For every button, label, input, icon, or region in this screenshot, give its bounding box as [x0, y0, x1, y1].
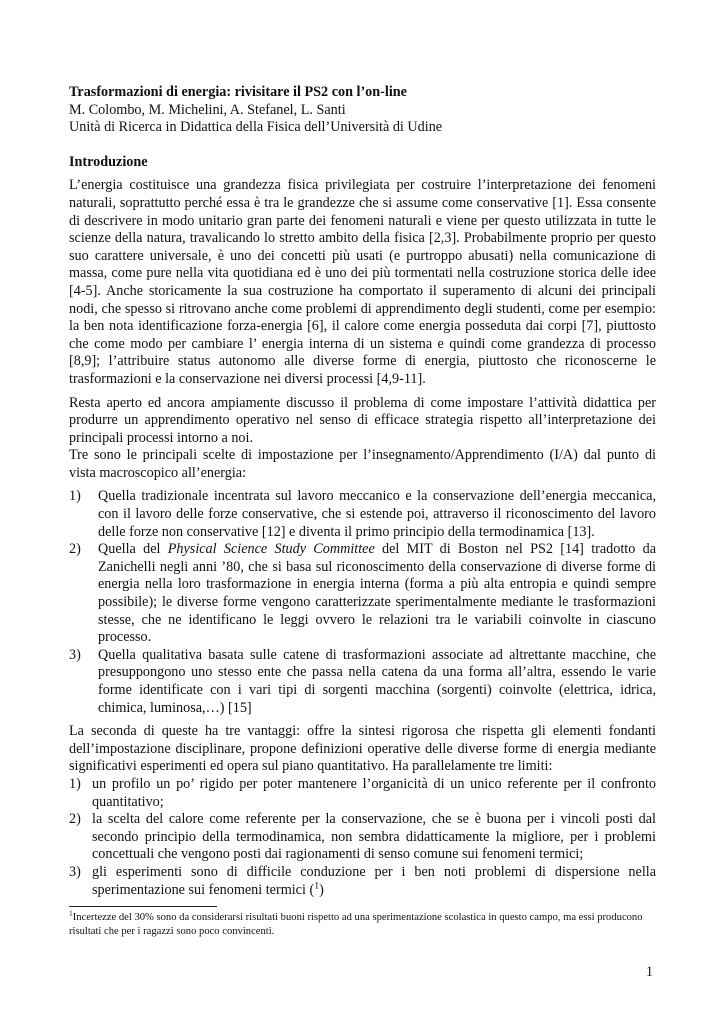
list-text: Quella qualitativa basata sulle catene di trasformazioni associate ad altrettante macchine, che presuppongono uno stesso ente che passa nella catena da una forma all’altra, essendo le varie forme identificate con i vari tipi di sorgenti macchina (sorgenti) coinvolte (elettrica, idrica, chimica, luminosa,…) [15]	[98, 646, 656, 716]
paper-title: Trasformazioni di energia: rivisitare il PS2 con l’on-line	[69, 84, 407, 100]
list-item	[69, 776, 656, 811]
list-number: 3)	[69, 646, 81, 663]
list-number: 2)	[69, 811, 81, 828]
document-page	[69, 84, 656, 939]
list-number: 3)	[69, 863, 81, 880]
list-number: 2)	[69, 541, 81, 558]
authors: M. Colombo, M. Michelini, A. Stefanel, L. Santi	[69, 101, 346, 118]
page-number: 1	[645, 964, 653, 980]
limits-list	[69, 776, 656, 899]
list-text-post: )	[319, 881, 324, 898]
affiliation: Unità di Ricerca in Didattica della Fisica dell’Università di Udine	[69, 119, 443, 136]
paragraph-3: Tre sono le principali scelte di impostazione per l’insegnamento/Apprendimento (I/A) dal punto di vista macroscopico all’energia:	[69, 447, 656, 481]
footnote-text: Incertezze del 30% sono da considerarsi risultati buoni rispetto ad una sperimentazione scolastica in questo campo, ma essi producono risultati che per i ragazzi sono poco convincenti.	[69, 912, 643, 938]
footnote-divider	[69, 906, 217, 907]
list-text-pre: Quella del	[98, 541, 168, 558]
list-item	[69, 811, 656, 864]
list-text: la scelta del calore come referente per la conservazione, che se è buona per i vincoli posti dal secondo principio della termodinamica, non sembra didatticamente la migliore, per i problemi concettuali che vengono posti dai ragionamenti di senso comune sui fenomeni termici;	[92, 811, 656, 863]
footnote	[69, 908, 656, 939]
list-item	[69, 541, 656, 647]
list-text-post: del MIT di Boston nel PS2 [14] tradotto da Zanichelli negli anni ’80, che si basa sul riconoscimento della conservazione di diverse forme di energia nella loro trasformazione in energia interna (forma a più alta entropia e quindi sempre possibile); le diverse forme vengono caratterizzate sperimentalmente mediante le trasformazioni stesse, che ne identificano le leggi ovvero le relazioni tra le variabili coinvolte in ciascuno processo.	[98, 541, 656, 646]
section-heading: Introduzione	[69, 153, 148, 170]
list-text: gli esperimenti sono di difficile conduzione per i ben noti problemi di dispersione nella sperimentazione sui fenomeni termici (	[92, 863, 656, 898]
approach-list	[69, 488, 656, 717]
list-text: Quella tradizionale incentrata sul lavoro meccanico e la conservazione dell’energia meccanica, con il lavoro delle forze conservative, che si estende poi, attraverso il riconoscimento del lavoro delle forze non conservative [12] e diventa il primo principio della termodinamica [13].	[98, 488, 656, 540]
paragraph-4: La seconda di queste ha tre vantaggi: offre la sintesi rigorosa che rispetta gli elementi fondanti dell’impostazione disciplinare, propone definizioni operative delle diverse forme di energia mediante significativi esperimenti ed opera sul piano quantitativo. Ha parallelamente tre limiti:	[69, 723, 656, 775]
paragraph-1: L’energia costituisce una grandezza fisica privilegiata per costruire l’interpretazione dei fenomeni naturali, soprattutto perché essa è tra le grandezze che si assume come conservative [1]. Essa consente di descrivere in modo unitario gran parte dei fenomeni naturali e viene per questo utilizzata in tutte le scienze della natura, travalicando lo stretto ambito della fisica [2,3]. Probabilmente proprio per questo suo carattere universale, è uno dei concetti più usati (e purtroppo abusati) nella comunicazione di massa, come pure nella vita quotidiana ed è uno dei più tormentati nella costruzione storica delle idee [4-5]. Anche storicamente la sua costruzione ha comportato il superamento di alcuni dei principali nodi, che spesso si ritrovano anche come problemi di apprendimento degli studenti, come per esempio: la ben nota identificazione forza-energia [6], il calore come energia posseduta dai corpi [7], piuttosto che come modo per cambiare l’ energia interna di un sistema e quindi come grandezza di processo [8,9]; l’attribuire status autonomo alle diverse forme di energia, piuttosto che riconoscerne le trasformazioni e la conservazione nei diversi processi [4,9-11].	[69, 177, 656, 387]
list-text-emphasis: Physical Science Study Committee	[167, 541, 375, 558]
list-item	[69, 647, 656, 717]
list-item	[69, 864, 656, 899]
list-number: 1)	[69, 488, 81, 505]
list-number: 1)	[69, 775, 81, 792]
footnote-reference: 1	[314, 879, 320, 891]
list-item	[69, 488, 656, 541]
footnote-mark: 1	[69, 908, 73, 918]
paragraph-2: Resta aperto ed ancora ampiamente discusso il problema di come impostare l’attività didattica per produrre un apprendimento operativo nel senso di efficace strategia rispetto all’interpretazione dei principali processi intorno a noi.	[69, 394, 656, 446]
list-text: un profilo un po’ rigido per poter mantenere l’organicità di un unico referente per il confronto quantitativo;	[92, 775, 656, 810]
